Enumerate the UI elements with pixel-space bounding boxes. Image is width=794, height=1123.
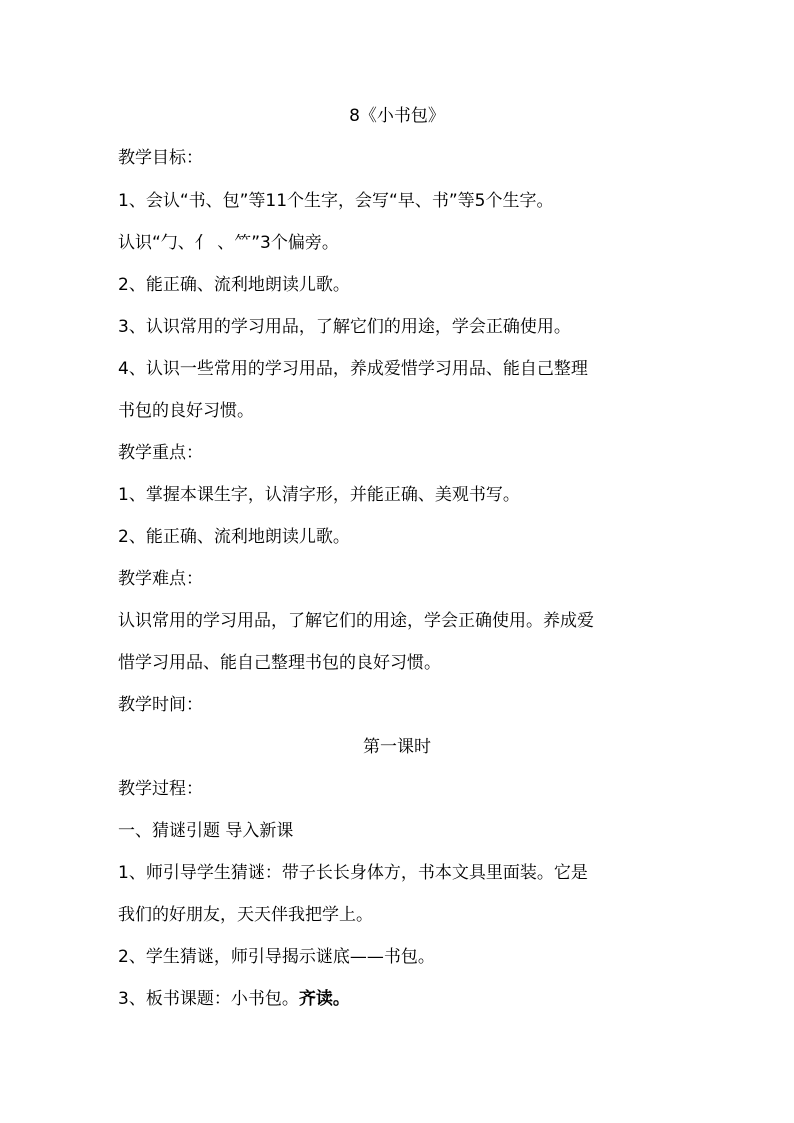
process-line: 2、学生猜谜，师引导揭示谜底——书包。 xyxy=(118,947,435,967)
goal-line: 2、能正确、流利地朗读儿歌。 xyxy=(118,275,350,295)
goal-line: 3、认识常用的学习用品，了解它们的用途，学会正确使用。 xyxy=(118,317,571,337)
process-line: 1、师引导学生猜谜：带子长长身体方，书本文具里面装。它是 xyxy=(118,863,588,883)
difficulty-line: 惜学习用品、能自己整理书包的良好习惯。 xyxy=(118,653,441,673)
difficulty-line: 认识常用的学习用品，了解它们的用途，学会正确使用。养成爱 xyxy=(118,611,594,631)
process-line: 我们的好朋友，天天伴我把学上。 xyxy=(118,905,373,925)
key-point-line: 1、掌握本课生字，认清字形，并能正确、美观书写。 xyxy=(118,485,520,505)
goal-line: 1、会认“书、包”等11个生字，会写“早、书”等5个生字。 xyxy=(118,191,554,211)
board-title-text: 3、板书课题：小书包。 xyxy=(118,989,299,1009)
goal-line: 4、认识一些常用的学习用品，养成爱惜学习用品、能自己整理 xyxy=(118,359,588,379)
key-point-line: 2、能正确、流利地朗读儿歌。 xyxy=(118,527,350,547)
goal-line: 认识“勹、亻 、⺮”3个偏旁。 xyxy=(118,233,339,253)
key-points-heading: 教学重点： xyxy=(118,443,203,463)
difficulties-heading: 教学难点： xyxy=(118,569,203,589)
step-one-title: 一、猜谜引题 导入新课 xyxy=(118,821,294,841)
lesson-title: 第一课时 xyxy=(363,737,431,757)
goal-line: 书包的良好习惯。 xyxy=(118,401,254,421)
read-together-text: 齐读。 xyxy=(298,989,350,1009)
process-heading: 教学过程： xyxy=(118,779,203,799)
document-title: 8《小书包》 xyxy=(349,106,445,126)
time-heading: 教学时间： xyxy=(118,695,203,715)
process-last-line xyxy=(118,987,688,1011)
goals-heading: 教学目标： xyxy=(118,148,203,168)
